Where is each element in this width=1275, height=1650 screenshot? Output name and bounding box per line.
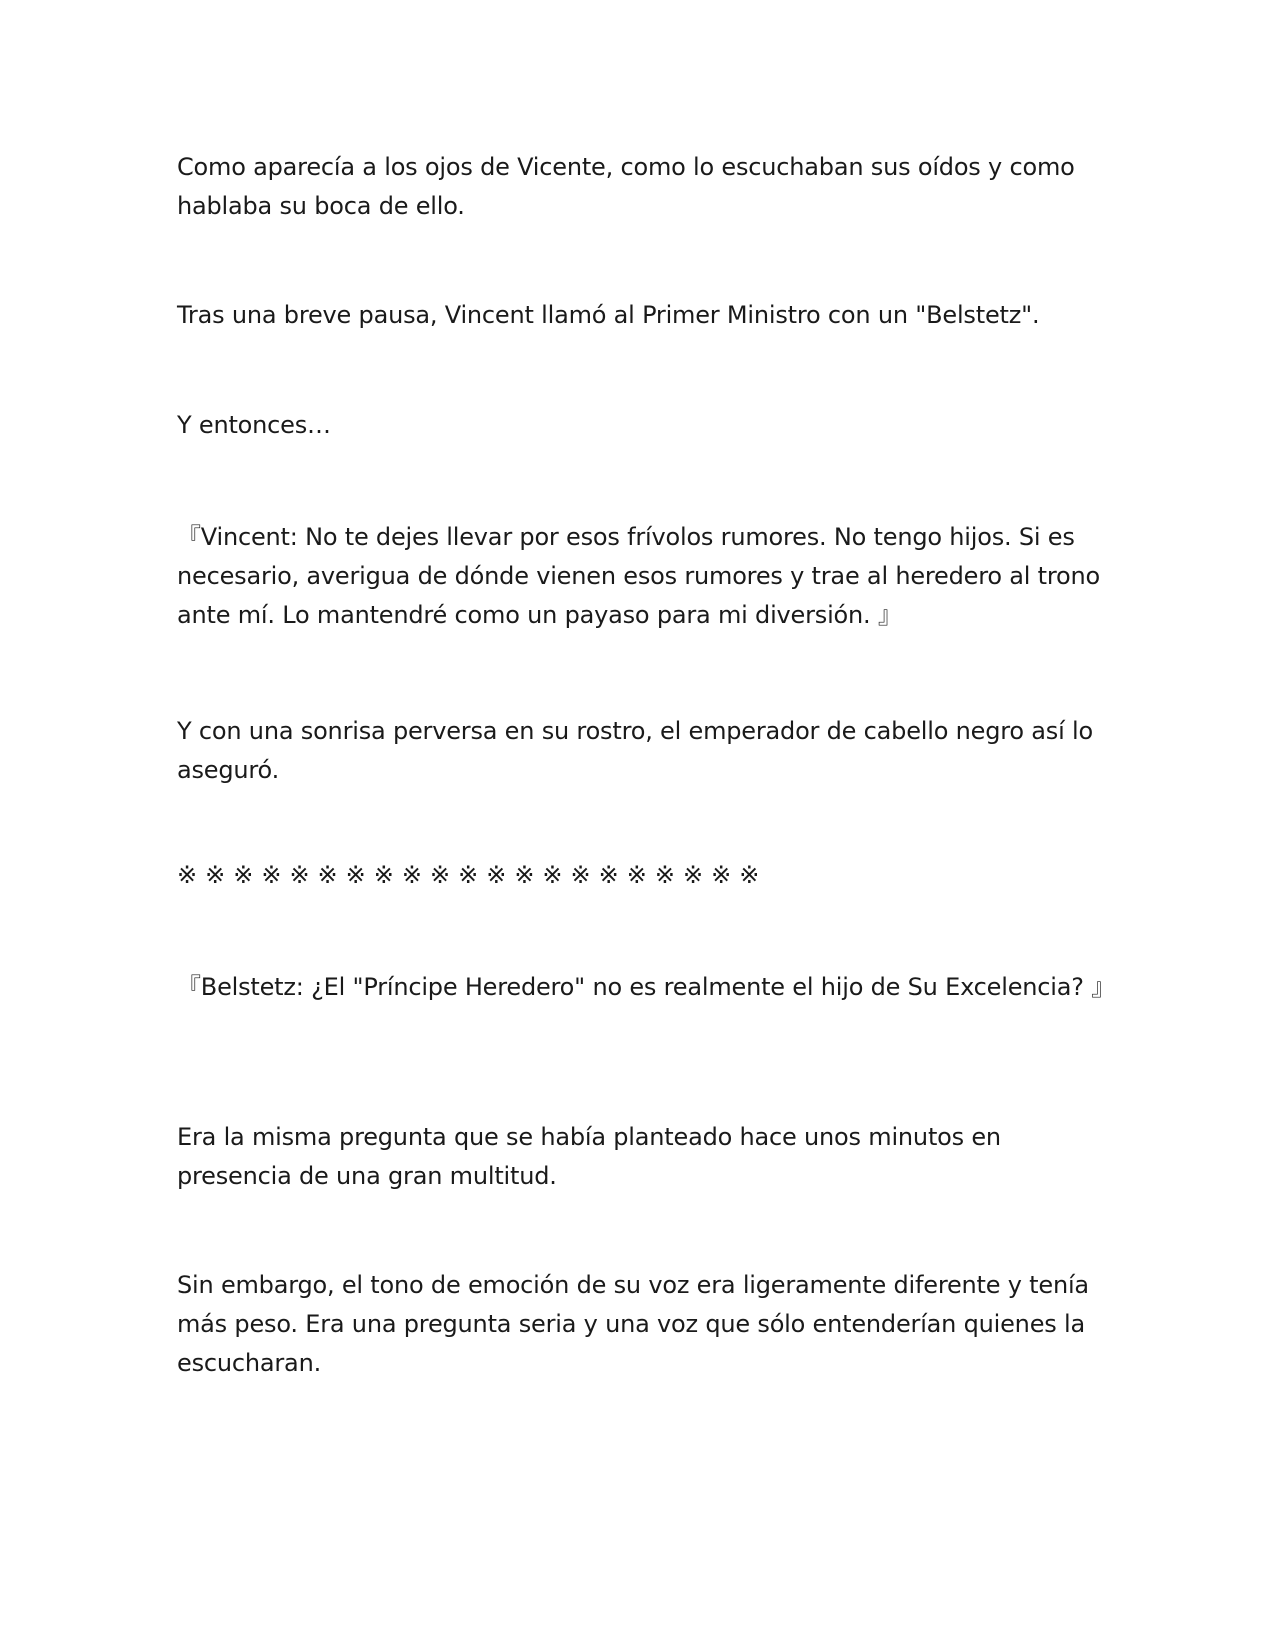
paragraph-pause: Tras una breve pausa, Vincent llamó al Primer Ministro con un "Belstetz".	[177, 301, 1040, 329]
paragraph-and-then: Y entonces…	[177, 411, 331, 439]
paragraph-vicente-senses: Como aparecía a los ojos de Vicente, como lo escuchaban sus oídos y como hablaba su boca de ello.	[177, 153, 1075, 220]
dialogue-belstetz: 『Belstetz: ¿El "Príncipe Heredero" no es realmente el hijo de Su Excelencia? 』	[177, 973, 1116, 1001]
paragraph-tone: Sin embargo, el tono de emoción de su voz era ligeramente diferente y tenía más peso. Era una pregunta seria y una voz que sólo entenderían quienes la escucharan.	[177, 1271, 1089, 1377]
paragraph-same-question: Era la misma pregunta que se había planteado hace unos minutos en presencia de una gran multitud.	[177, 1123, 1001, 1190]
scene-separator: ※※※※※※※※※※※※※※※※※※※※※	[177, 861, 768, 889]
paragraph-smile: Y con una sonrisa perversa en su rostro, el emperador de cabello negro así lo aseguró.	[177, 717, 1093, 784]
dialogue-vincent: 『Vincent: No te dejes llevar por esos frívolos rumores. No tengo hijos. Si es necesario, averigua de dónde vienen esos rumores y trae al heredero al trono ante mí. Lo mantendré como un payaso para mi diversión. 』	[177, 523, 1101, 629]
